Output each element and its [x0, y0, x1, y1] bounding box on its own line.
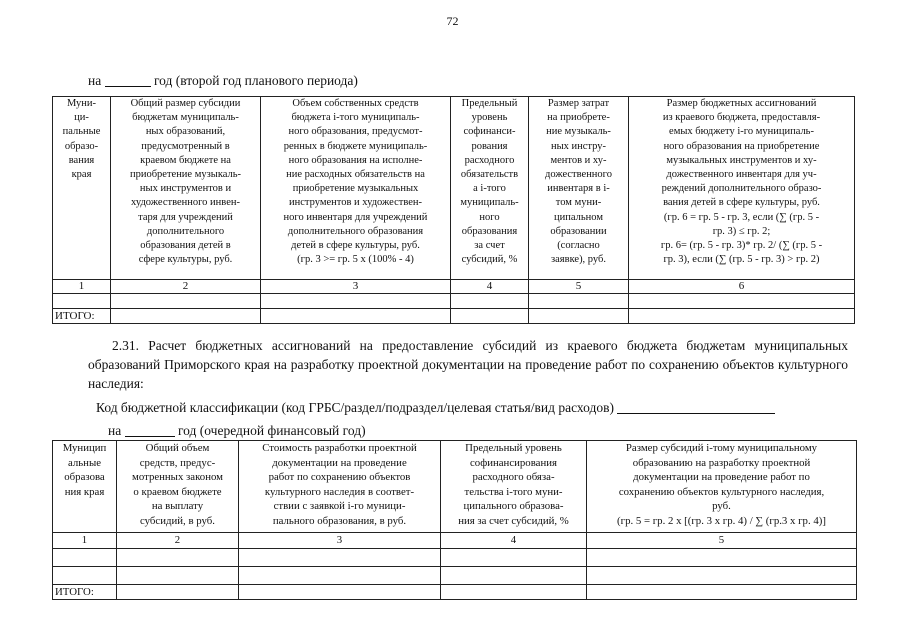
year-suffix: год (очередной финансовый год): [177, 423, 366, 438]
column-number: 2: [111, 280, 261, 294]
paragraph-2-31: 2.31. Расчет бюджетных ассигнований на предоставление субсидий из краевого бюджета бюджетам муниципальных образований Приморского края на разработку проектной документации на проведение работ по сохранению объектов культурного наследия:: [88, 338, 848, 391]
column-number: 2: [117, 533, 239, 549]
total-label: ИТОГО:: [53, 584, 117, 600]
table-row: [53, 548, 857, 566]
page-number: 72: [446, 14, 459, 28]
header-cell: Общий объем средств, предус- мотренных законом о краевом бюджете на выплату субсидий, в руб.: [117, 441, 239, 533]
header-cell: Общий размер субсидии бюджетам муниципаль- ных образований, предусмотренный в краевом бюджете на приобретение музыкаль- ных инструментов и художественного инвен- таря для учреждений дополнительного образования детей в сфере культуры, руб.: [111, 97, 261, 280]
header-cell: Предельный уровень софинанси- рования расходного обязательств а i-того муниципаль- ного образования за счет субсидий, %: [451, 97, 529, 280]
total-label: ИТОГО:: [53, 309, 111, 324]
header-cell: Муницип альные образова ния края: [53, 441, 117, 533]
header-cell: Размер субсидий i-тому муниципальному образованию на разработку проектной документации на проведение работ по сохранению объектов культурного наследия, руб. (гр. 5 = гр. 2 х [(гр. 3 х гр. 4) / ∑ (гр.3 х гр. 4)]: [587, 441, 857, 533]
column-number: 1: [53, 533, 117, 549]
column-number: 4: [441, 533, 587, 549]
total-row: [53, 309, 855, 324]
column-number: 3: [261, 280, 451, 294]
header-cell: Объем собственных средств бюджета i-того муниципаль- ного образования, предусмот- ренных в бюджете муниципаль- ного образования на исполне- ние расходных обязательств на приобретение музыкальных инструментов и художествен- ного инвентаря для учреждений дополнительного образования детей в сфере культуры, руб. (гр. 3 >= гр. 5 х (100% - 4): [261, 97, 451, 280]
header-row: [53, 441, 857, 533]
year-blank: [105, 72, 151, 87]
header-cell: Муни- ци- пальные образо- вания края: [53, 97, 111, 280]
column-number: 5: [529, 280, 629, 294]
header-row: [53, 97, 855, 280]
table-music-instruments: [52, 96, 855, 324]
column-number: 4: [451, 280, 529, 294]
column-number: 5: [587, 533, 857, 549]
table-row: [53, 566, 857, 584]
header-cell: Размер затрат на приобрете- ние музыкаль- ных инстру- ментов и ху- дожественного инвентаря в i- том муни- ципальном образовании (согласно заявке), руб.: [529, 97, 629, 280]
column-number-row: [53, 280, 855, 294]
budget-code-blank: [617, 399, 775, 414]
year-prefix: на: [108, 423, 122, 438]
total-row: [53, 584, 857, 600]
year-suffix: год (второй год планового периода): [153, 73, 358, 88]
year-prefix: на: [88, 73, 102, 88]
column-number: 3: [239, 533, 441, 549]
header-cell: Стоимость разработки проектной документации на проведение работ по сохранению объектов культурного наследия в соответ- ствии с заявкой i-го муници- пального образования, в руб.: [239, 441, 441, 533]
year-line-1: [88, 72, 358, 89]
header-cell: Предельный уровень софинансирования расходного обяза- тельства i-того муни- ципального образова- ния за счет субсидий, %: [441, 441, 587, 533]
column-number: 1: [53, 280, 111, 294]
column-number: 6: [629, 280, 855, 294]
year-line-2: [108, 422, 366, 439]
table-cultural-heritage: [52, 440, 857, 600]
header-cell: Размер бюджетных ассигнований из краевого бюджета, предоставля- емых бюджету i-го муниципаль- ного образования на приобретение музыкальных инструментов и ху- дожественного инвентаря для уч- реждений дополнительного образо- вания детей в сфере культуры, руб. (гр. 6 = гр. 5 - гр. 3, если (∑ (гр. 5 - гр. 3) ≤ гр. 2; гр. 6= (гр. 5 - гр. 3)* гр. 2/ (∑ (гр. 5 - гр. 3), если (∑ (гр. 5 - гр. 3) > гр. 2): [629, 97, 855, 280]
budget-code-line: [96, 399, 775, 416]
year-blank: [125, 422, 175, 437]
column-number-row: [53, 533, 857, 549]
budget-code-label: Код бюджетной классификации (код ГРБС/раздел/подраздел/целевая статья/вид расходов): [96, 400, 614, 415]
table-row: [53, 294, 855, 309]
